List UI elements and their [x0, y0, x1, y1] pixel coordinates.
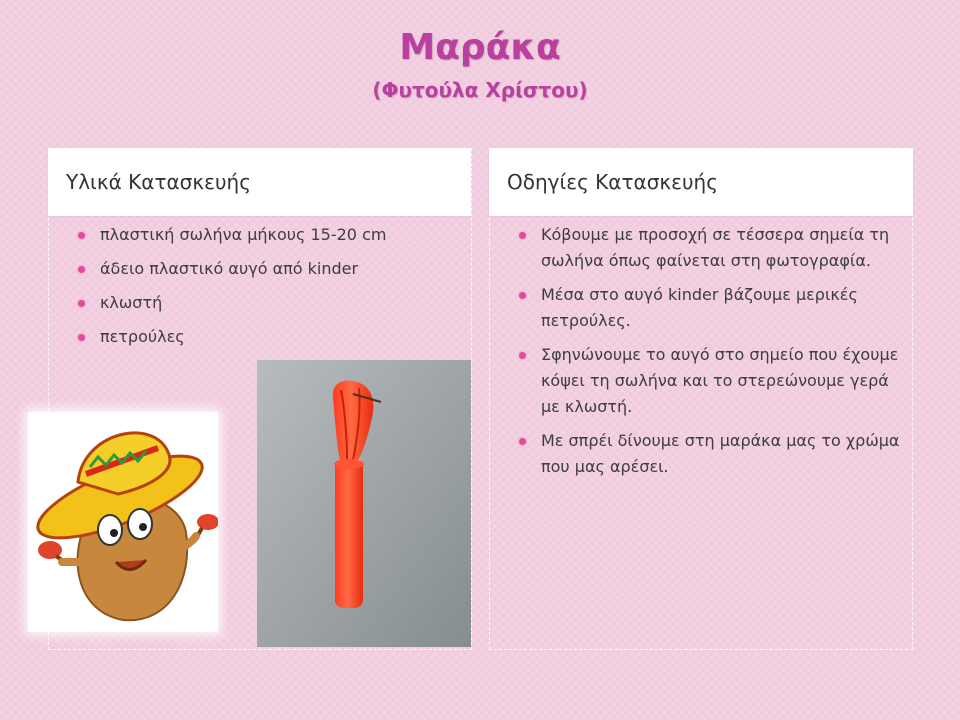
slide-title: Μαράκα — [399, 27, 561, 68]
materials-item: άδειο πλαστικό αυγό από kinder — [66, 252, 466, 286]
cartoon-maraca-image — [28, 412, 218, 632]
maraca-photo — [257, 360, 471, 647]
instructions-item: Κόβουμε με προσοχή σε τέσσερα σημεία τη σωλήνα όπως φαίνεται στη φωτογραφία. — [507, 222, 902, 274]
instructions-item: Μέσα στο αυγό kinder βάζουμε μερικές πετρούλες. — [507, 282, 902, 334]
materials-item: κλωστή — [66, 286, 466, 320]
materials-item: πετρούλες — [66, 320, 466, 354]
instructions-item: Σφηνώνουμε το αυγό στο σημείο που έχουμε κόψει τη σωλήνα και το στερεώνουμε γερά με κλωστή. — [507, 342, 902, 420]
orange-tube-maraca-icon — [257, 360, 471, 647]
materials-heading: Υλικά Κατασκευής — [48, 148, 471, 216]
materials-list — [66, 218, 466, 354]
materials-item: πλαστική σωλήνα μήκους 15-20 cm — [66, 218, 466, 252]
slide-subtitle: (Φυτούλα Χρίστου) — [372, 78, 588, 102]
instructions-heading: Οδηγίες Κατασκευής — [489, 148, 913, 216]
instructions-item: Με σπρέι δίνουμε στη μαράκα μας το χρώμα που μας αρέσει. — [507, 428, 902, 480]
instructions-list — [507, 222, 902, 488]
cartoon-potato-icon — [28, 412, 218, 632]
